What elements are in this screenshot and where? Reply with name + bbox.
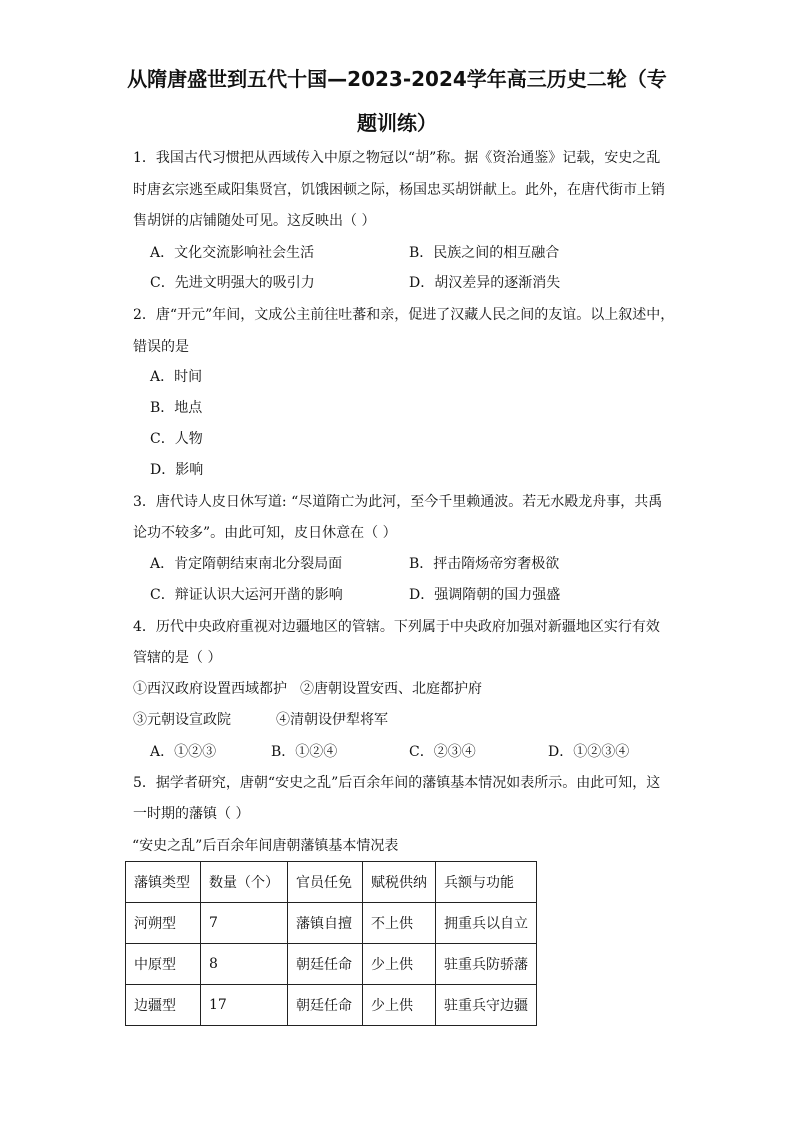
q1-option-a: A．文化交流影响社会生活 xyxy=(150,245,315,261)
table-row xyxy=(126,944,537,985)
q1-stem-line-1: 1．我国古代习惯把从西域传入中原之物冠以“胡”称。据《资治通鉴》记载，安史之乱 xyxy=(133,150,661,166)
q4-option-b: B．①②④ xyxy=(271,744,338,760)
table-row xyxy=(126,903,537,944)
q2-option-a: A．时间 xyxy=(150,369,203,385)
q1-stem-line-3: 售胡饼的店铺随处可见。这反映出（ ） xyxy=(133,213,376,229)
q2-stem-line-1: 2．唐“开元”年间，文成公主前往吐蕃和亲，促进了汉藏人民之间的友谊。以上叙述中， xyxy=(133,307,675,323)
q3-option-b: B．抨击隋炀帝穷奢极欲 xyxy=(409,556,560,572)
table-cell: 7 xyxy=(201,903,288,944)
q1-option-c: C．先进文明强大的吸引力 xyxy=(150,275,315,291)
table-cell: 驻重兵防骄藩 xyxy=(436,944,537,985)
q1-option-d: D．胡汉差异的逐渐消失 xyxy=(409,275,561,291)
table-cell: 中原型 xyxy=(126,944,201,985)
q4-item-2: ②唐朝设置安西、北庭都护府 xyxy=(300,681,482,697)
q2-option-d: D．影响 xyxy=(150,462,204,478)
q4-item-3: ③元朝设宣政院 xyxy=(133,712,231,728)
q5-stem-line-1: 5．据学者研究，唐朝“安史之乱”后百余年间的藩镇基本情况如表所示。由此可知，这 xyxy=(133,775,661,791)
table-cell: 边疆型 xyxy=(126,985,201,1026)
table-cell: 拥重兵以自立 xyxy=(436,903,537,944)
table-header-cell: 藩镇类型 xyxy=(126,862,201,903)
q2-option-b: B．地点 xyxy=(150,400,203,416)
q4-item-1: ①西汉政府设置西域都护 xyxy=(133,681,287,697)
q4-stem-line-1: 4．历代中央政府重视对边疆地区的管辖。下列属于中央政府加强对新疆地区实行有效 xyxy=(133,619,660,635)
table-row xyxy=(126,985,537,1026)
q3-stem-line-2: 论功不较多”。由此可知，皮日休意在（ ） xyxy=(133,525,397,541)
table-cell: 8 xyxy=(201,944,288,985)
q1-stem-line-2: 时唐玄宗逃至咸阳集贤宫，饥饿困顿之际，杨国忠买胡饼献上。此外，在唐代街市上销 xyxy=(133,182,665,198)
table-cell: 不上供 xyxy=(363,903,436,944)
q5-data-table xyxy=(125,861,537,1026)
q4-option-a: A．①②③ xyxy=(150,744,217,760)
q4-option-c: C．②③④ xyxy=(409,744,476,760)
table-header-cell: 数量（个） xyxy=(201,862,288,903)
table-cell: 朝廷任命 xyxy=(288,944,363,985)
q1-option-b: B．民族之间的相互融合 xyxy=(409,245,560,261)
table-header-row xyxy=(126,862,537,903)
q3-option-c: C．辩证认识大运河开凿的影响 xyxy=(150,587,343,603)
table-header-cell: 官员任免 xyxy=(288,862,363,903)
table-cell: 少上供 xyxy=(363,985,436,1026)
q3-option-a: A．肯定隋朝结束南北分裂局面 xyxy=(150,556,343,572)
q4-option-d: D．①②③④ xyxy=(548,744,630,760)
q3-stem-line-1: 3．唐代诗人皮日休写道: “尽道隋亡为此河，至今千里赖通波。若无水殿龙舟事，共禹 xyxy=(133,494,663,510)
table-cell: 17 xyxy=(201,985,288,1026)
table-cell: 驻重兵守边疆 xyxy=(436,985,537,1026)
q3-option-d: D．强调隋朝的国力强盛 xyxy=(409,587,561,603)
table-cell: 藩镇自擅 xyxy=(288,903,363,944)
table-header-cell: 兵额与功能 xyxy=(436,862,537,903)
q2-stem-line-2: 错误的是 xyxy=(133,339,189,355)
doc-title-line-1: 从隋唐盛世到五代十国—2023-2024学年高三历史二轮（专 xyxy=(127,67,667,91)
table-cell: 河朔型 xyxy=(126,903,201,944)
table-header-cell: 赋税供纳 xyxy=(363,862,436,903)
q4-item-4: ④清朝设伊犁将军 xyxy=(276,712,388,728)
table-cell: 朝廷任命 xyxy=(288,985,363,1026)
q5-stem-line-2: 一时期的藩镇（ ） xyxy=(133,806,250,822)
q2-option-c: C．人物 xyxy=(150,431,203,447)
q4-stem-line-2: 管辖的是（ ） xyxy=(133,650,222,666)
table-cell: 少上供 xyxy=(363,944,436,985)
q5-table-caption: “安史之乱”后百余年间唐朝藩镇基本情况表 xyxy=(132,838,399,854)
doc-title-line-2: 题训练） xyxy=(357,111,437,135)
